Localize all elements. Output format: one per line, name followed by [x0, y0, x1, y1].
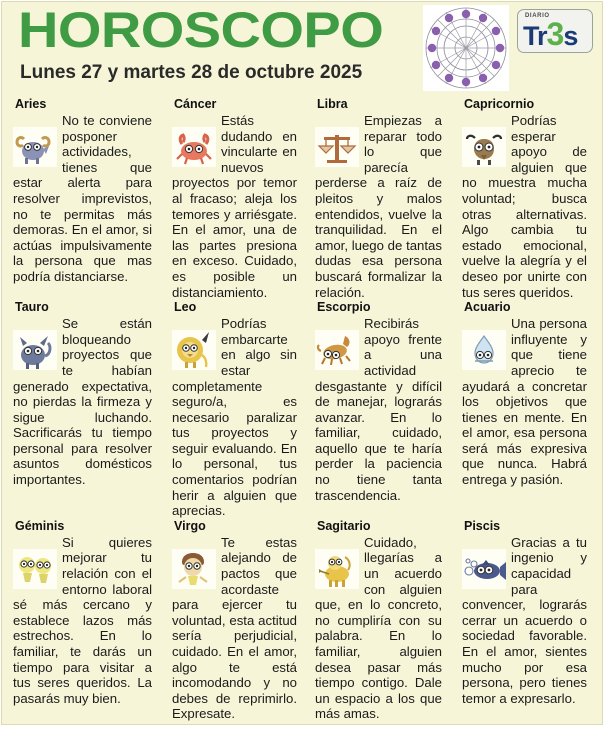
sign-escorpio: [301, 300, 446, 519]
leo-lion-icon: [172, 330, 216, 370]
sign-name: Virgo: [174, 518, 206, 533]
sign-name: Aries: [15, 97, 47, 111]
sign-leo: [156, 300, 301, 519]
sign-name: Acuario: [464, 300, 511, 315]
taurus-bull-icon: [13, 330, 57, 370]
sign-sagitario: [301, 519, 446, 722]
virgo-maiden-icon: [172, 549, 216, 589]
horoscope-page: [1, 1, 603, 725]
sign-body: [462, 316, 587, 488]
diario-tres-logo: [517, 9, 593, 53]
sign-text: Una persona influyente y que tiene aprecio te ayudará a concretar los objetivos que tienes en mente. En el amor, esa persona será más expresiva que nunca. Habrá entrega y pasión.: [462, 316, 587, 488]
scorpio-scorpion-icon: [315, 330, 359, 370]
sign-row: [11, 97, 593, 300]
sign-text: Recibirás apoyo frente a una actividad desgastante y difícil de manejar, lograrás avanzar. En lo familiar, cuidado, aquello que te haría perder la paciencia no tiene tanta trascendencia.: [315, 316, 442, 503]
sign-name: Libra: [317, 97, 348, 111]
sign-aries: [11, 97, 156, 300]
sign-text: Cuidado, llegarías a un acuerdo con alguien que, en lo concreto, no cumpliría con su palabra. En lo familiar, alguien desea pasar más tiempo contigo. Dale un espacio a los que más amas.: [315, 534, 442, 722]
sign-geminis: [11, 519, 156, 722]
sagittarius-centaur-icon: [315, 549, 359, 589]
sign-name: Tauro: [15, 300, 49, 315]
sign-text: Se están bloqueando proyectos que te habían generado expectativa, no pierdas la firmeza y sigue luchando. Sacrificarás tu tiempo personal para resolver asuntos domésticos importantes.: [13, 316, 152, 488]
sign-text: Empiezas a reparar todo lo que parecía perderse a raíz de pleitos y malos entendidos, vuelve la tranquilidad. En el amor, luego de tantas dudas esa persona buscará formalizar la relación.: [315, 113, 442, 300]
sign-name: Leo: [174, 300, 197, 315]
sign-text: No te conviene posponer actividades, tienes que estar alerta para resolver imprevistos, no te permitas más demoras. En el amor, si actúas impulsivamente la persona que mas podría distanciarse.: [13, 113, 152, 284]
sign-text: Gracias a tu ingenio y capacidad para convencer, lograrás cerrar un acuerdo o sociedad favorable. En el amor, sientes mucho por esa persona, pero tienes temor a expresarlo.: [462, 534, 587, 706]
zodiac-wheel-icon: [423, 5, 509, 91]
sign-body: [13, 113, 152, 285]
sign-row: [11, 519, 593, 722]
sign-cancer: [156, 97, 301, 300]
sign-body: [172, 535, 297, 722]
gemini-twins-icon: [13, 549, 57, 589]
sign-body: [315, 316, 442, 503]
sign-acuario: [446, 300, 591, 519]
sign-text: Te estas alejando de pactos que acordaste para ejercer tu voluntad, esta actitud sería perjudicial, cuidado. En el amor, algo te está incomodando y no debes de reprimirlo. Expresate.: [172, 534, 297, 722]
sign-body: [462, 535, 587, 707]
publication-date: Lunes 27 y martes 28 de octubre 2025: [20, 62, 363, 83]
sign-text: Estás dudando en vincularte en nuevos proyectos por temor al fracaso; aleja los temores y arriésgate. En el amor, una de las partes presiona en exceso. Cuidado, es posible un distanciamiento.: [172, 113, 297, 300]
sign-virgo: [156, 519, 301, 722]
masthead: [2, 2, 602, 94]
sign-name: Piscis: [464, 518, 501, 533]
pisces-fish-icon: [462, 549, 506, 589]
sign-tauro: [11, 300, 156, 519]
brand-digit: 3: [546, 16, 564, 52]
brand-kicker: DIARIO: [525, 13, 550, 19]
sign-text: Podrías embarcarte en algo sin estar completamente seguro/a, es necesario paralizar tus proyectos y seguir evaluando. En lo personal, tus comentarios podrían herir a alguien que aprecias.: [172, 316, 297, 519]
sign-text: Si quieres mejorar tu relación con el entorno laboral sé más cercano y establece lazos más estrechos. En lo familiar, te darás un tiempo para visitar a tus seres queridos. La pasarás muy bien.: [13, 534, 152, 706]
sign-name: Escorpio: [317, 300, 371, 315]
brand-suffix: s: [563, 21, 578, 51]
cancer-crab-icon: [172, 127, 216, 167]
sign-piscis: [446, 519, 591, 722]
sign-body: [315, 535, 442, 722]
sign-name: Géminis: [15, 518, 65, 533]
aries-ram-icon: [13, 127, 57, 167]
sign-body: [172, 113, 297, 300]
capricorn-goat-icon: [462, 127, 506, 167]
sign-body: [172, 316, 297, 519]
sign-body: [315, 113, 442, 300]
libra-scales-icon: [315, 127, 359, 167]
aquarius-waterbearer-icon: [462, 330, 506, 370]
sign-grid: [2, 94, 602, 722]
sign-body: [13, 535, 152, 707]
sign-capricornio: [446, 97, 591, 300]
sign-name: Capricornio: [464, 97, 535, 111]
sign-body: [462, 113, 587, 300]
sign-name: Cáncer: [174, 97, 217, 111]
sign-row: [11, 300, 593, 519]
sign-body: [13, 316, 152, 488]
brand-prefix: Tr: [523, 21, 547, 51]
sign-text: Podrías esperar apoyo de alguien que no muestra mucha voluntad; busca otras alternativas. Algo cambia tu estado emocional, vuelve la alegría y el deseo por unirte con tus seres queridos.: [462, 113, 587, 300]
sign-libra: [301, 97, 446, 300]
page-title: HOROSCOPO: [18, 2, 384, 58]
sign-name: Sagitario: [317, 518, 371, 533]
